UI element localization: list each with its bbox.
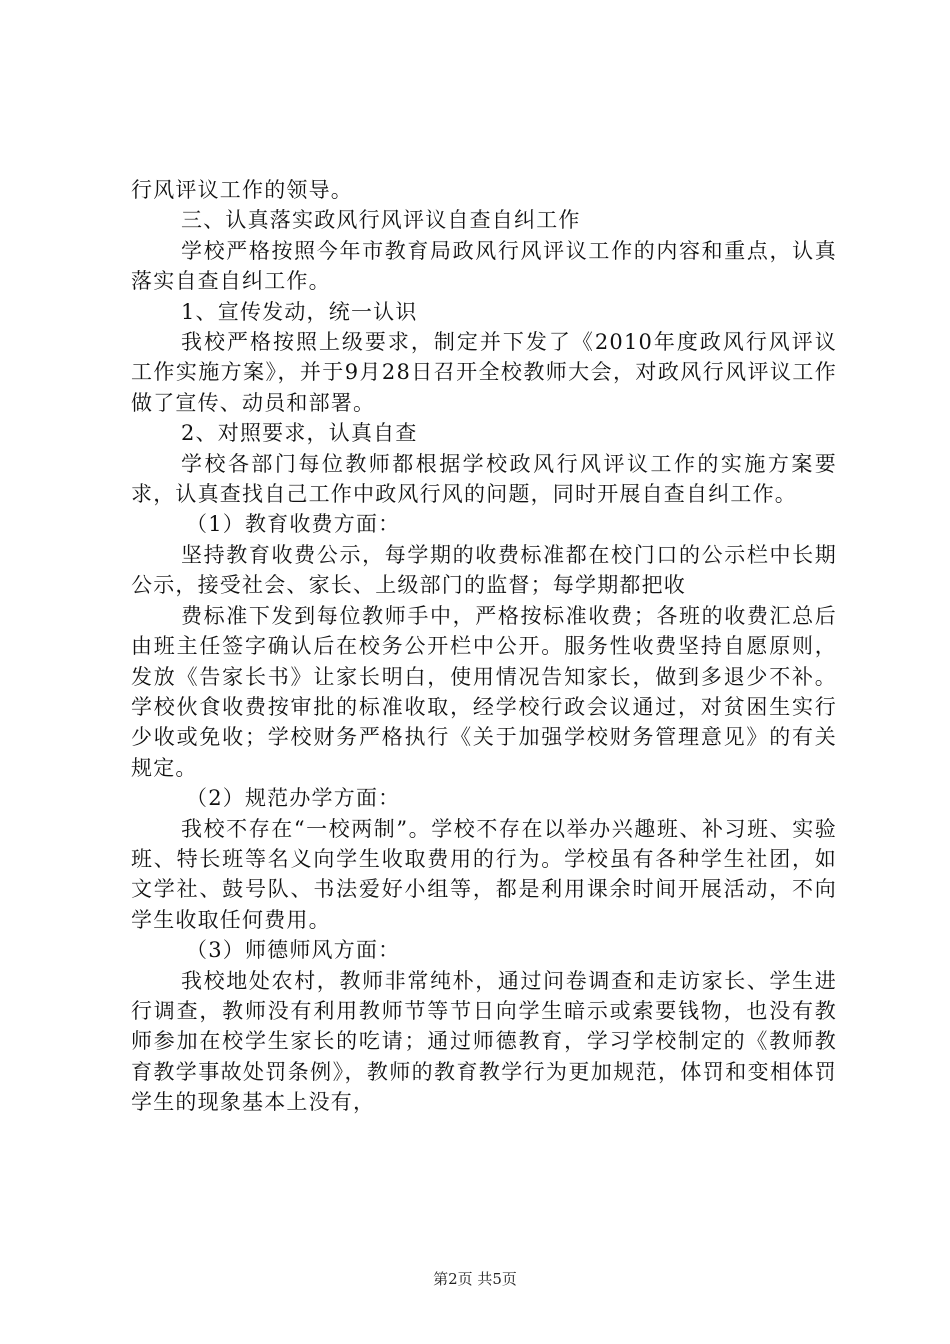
paragraph: 我校不存在“一校两制”。学校不存在以举办兴趣班、补习班、实验班、特长班等名义向学生收取费用的行为。学校虽有各种学生社团，如文学社、鼓号队、书法爱好小组等，都是利用课余时间开展活动，不向学生收取任何费用。: [131, 816, 837, 932]
page-number: 第2页 共5页: [433, 1270, 517, 1288]
item-heading: （3）师德师风方面：: [186, 938, 401, 963]
item-heading: （2）规范办学方面：: [186, 786, 401, 811]
subsection-heading: 1、宣传发动，统一认识: [181, 299, 418, 324]
paragraph: 行风评议工作的领导。: [131, 178, 353, 202]
paragraph: 坚持教育收费公示，每学期的收费标准都在校门口的公示栏中长期公示，接受社会、家长、上级部门的监督；每学期都把收: [131, 542, 837, 598]
paragraph: 我校地处农村，教师非常纯朴，通过问卷调查和走访家长、学生进行调查，教师没有利用教师节等节日向学生暗示或索要钱物，也没有教师参加在校学生家长的吃请；通过师德教育，学习学校制定的《教师教育教学事故处罚条例》，教师的教育教学行为更加规范，体罚和变相体罚学生的现象基本上没有，: [131, 968, 837, 1115]
paragraph: 学校各部门每位教师都根据学校政风行风评议工作的实施方案要求，认真查找自己工作中政风行风的问题，同时开展自查自纠工作。: [131, 451, 837, 507]
paragraph: 我校严格按照上级要求，制定并下发了《2010年度政风行风评议工作实施方案》，并于9月28日召开全校教师大会，对政风行风评议工作做了宣传、动员和部署。: [131, 330, 837, 415]
subsection-heading: 2、对照要求，认真自查: [181, 421, 418, 446]
item-heading: （1）教育收费方面：: [186, 512, 401, 537]
paragraph: 费标准下发到每位教师手中，严格按标准收费；各班的收费汇总后由班主任签字确认后在校务公开栏中公开。服务性收费坚持自愿原则，发放《告家长书》让家长明白，使用情况告知家长，做到多退少不补。学校伙食收费按审批的标准收取，经学校行政会议通过，对贫困生实行少收或免收；学校财务严格执行《关于加强学校财务管理意见》的有关规定。: [131, 603, 837, 780]
document-body: [131, 175, 837, 1118]
section-heading: 三、认真落实政风行风评议自查自纠工作: [181, 208, 581, 233]
paragraph: 学校严格按照今年市教育局政风行风评议工作的内容和重点，认真落实自查自纠工作。: [131, 238, 837, 294]
